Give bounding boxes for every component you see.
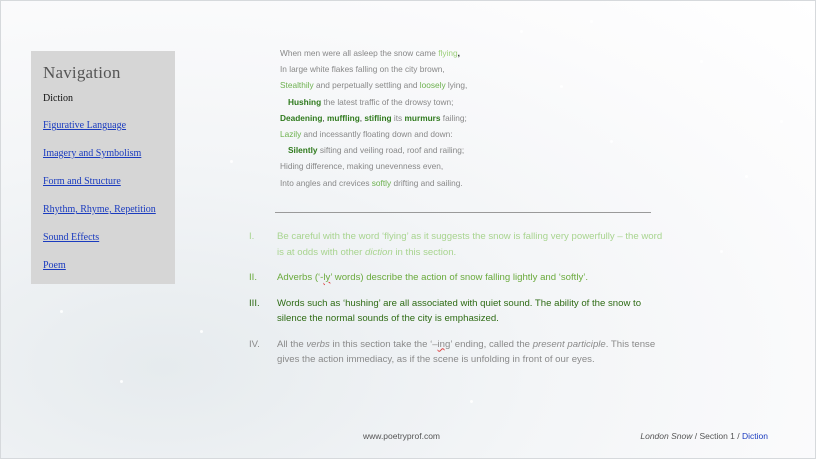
highlight-silently: Silently — [288, 145, 318, 156]
poem-line — [280, 142, 467, 158]
nav-link-figurative-language[interactable]: Figurative Language — [43, 120, 127, 131]
note-item — [249, 296, 669, 327]
note-text — [277, 270, 669, 286]
note-emphasis: diction — [365, 246, 393, 258]
nav-link-sound-effects[interactable]: Sound Effects — [43, 232, 100, 243]
snowflake — [610, 140, 613, 143]
nav-link-imagery-and-symbolism[interactable]: Imagery and Symbolism — [43, 148, 142, 159]
highlight-muffling: muffling — [327, 112, 360, 123]
note-emphasis: verbs — [306, 338, 330, 350]
note-text-part: . This tense gives the action immediacy, as if the scene is unfolding in front of our eyes. — [277, 338, 656, 365]
note-text-part: All the — [277, 338, 307, 350]
snowflake — [200, 330, 203, 333]
snowflake — [520, 30, 523, 33]
snowflake — [120, 380, 123, 383]
highlight-hushing: Hushing — [288, 96, 322, 107]
poem-line — [280, 61, 467, 77]
snowflake — [745, 175, 748, 178]
note-text-part: ’ words) describe the action of snow falling lightly and ‘softly’. — [330, 272, 589, 283]
breadcrumb — [640, 431, 768, 441]
highlight-stifling: stifling — [364, 112, 392, 123]
snowflake — [590, 20, 593, 23]
spellcheck-word: ing — [437, 338, 451, 350]
poem-line — [280, 175, 467, 191]
note-text — [277, 337, 669, 368]
poem-text: When men were all asleep the snow came — [280, 48, 439, 58]
poem-text: , — [359, 112, 365, 123]
poem-text: Into angles and crevices — [280, 177, 372, 188]
note-number: III. — [249, 297, 260, 309]
poem-text: drifting and sailing. — [391, 177, 463, 188]
breadcrumb-separator: / — [692, 431, 700, 441]
note-text: Words such as ‘hushing’ are all associated with quiet sound. The ability of the snow to silence the normal sounds of the city is emphasized. — [277, 297, 642, 324]
navigation-title: Navigation — [43, 63, 121, 82]
poem-text: lying, — [445, 80, 468, 91]
note-text-part: in this section. — [392, 246, 457, 258]
highlight-softly: softly — [371, 177, 392, 188]
snowflake — [60, 310, 63, 313]
poem-text: sifting and veiling road, roof and railing; — [317, 145, 465, 156]
highlight-deadening: Deadening — [280, 112, 323, 123]
note-number: IV. — [249, 338, 260, 350]
breadcrumb-title: London Snow — [640, 431, 693, 441]
poem-text: , — [457, 48, 460, 58]
poem-line — [280, 45, 467, 61]
snowflake — [470, 400, 473, 403]
note-text-part: ’ ending, called the — [450, 338, 533, 350]
navigation-panel — [31, 51, 175, 284]
poem-line — [280, 94, 467, 110]
highlight-murmurs: murmurs — [404, 112, 441, 123]
highlight-lazily: Lazily — [280, 128, 302, 139]
note-item — [249, 337, 669, 368]
nav-link-rhythm-rhyme-repetition[interactable]: Rhythm, Rhyme, Repetition — [43, 204, 156, 215]
highlight-stealthily: Stealthily — [280, 80, 314, 91]
snowflake — [720, 250, 723, 253]
note-item — [249, 229, 669, 260]
note-emphasis: present participle — [532, 338, 606, 350]
poem-text: failing; — [440, 112, 467, 123]
poem-text: In large white flakes falling on the city brown, — [280, 64, 445, 75]
snowflake — [560, 85, 563, 88]
snowflake — [780, 120, 783, 123]
poem-text: Hiding difference, making unevenness even, — [280, 161, 444, 172]
spellcheck-word: ly — [323, 272, 331, 283]
footer-website: www.poetryprof.com — [363, 431, 440, 441]
poem-line — [280, 77, 467, 93]
note-text-part: Adverbs (‘- — [277, 272, 324, 283]
breadcrumb-separator: / — [734, 431, 743, 441]
poem-line — [280, 110, 467, 126]
poem-text: , — [322, 112, 328, 123]
nav-item-diction: Diction — [43, 93, 73, 104]
note-text-part: Be careful with the word ‘flying’ as it suggests the snow is falling very powerfully – the word is at odds with other — [277, 231, 663, 258]
snowflake — [700, 60, 703, 63]
note-text — [277, 229, 669, 260]
analysis-notes — [249, 229, 669, 378]
poem-excerpt — [280, 45, 467, 191]
note-number: I. — [249, 231, 255, 242]
nav-link-poem[interactable]: Poem — [43, 260, 66, 271]
note-item — [249, 270, 669, 286]
highlight-flying: flying — [438, 48, 458, 58]
poem-text: the latest traffic of the drowsy town; — [321, 96, 454, 107]
poem-text: its — [391, 112, 405, 123]
divider — [275, 212, 651, 213]
note-text-part: in this section take the ‘– — [329, 338, 438, 350]
note-number: II. — [249, 272, 257, 283]
poem-line — [280, 126, 467, 142]
poem-text: and incessantly floating down and down: — [301, 128, 453, 139]
breadcrumb-current[interactable]: Diction — [742, 431, 768, 441]
poem-text: and perpetually settling and — [313, 80, 420, 91]
nav-link-form-and-structure[interactable]: Form and Structure — [43, 176, 121, 187]
highlight-loosely: loosely — [419, 80, 446, 91]
breadcrumb-section: Section 1 — [699, 431, 735, 441]
poem-line — [280, 158, 467, 174]
snowflake — [230, 160, 233, 163]
